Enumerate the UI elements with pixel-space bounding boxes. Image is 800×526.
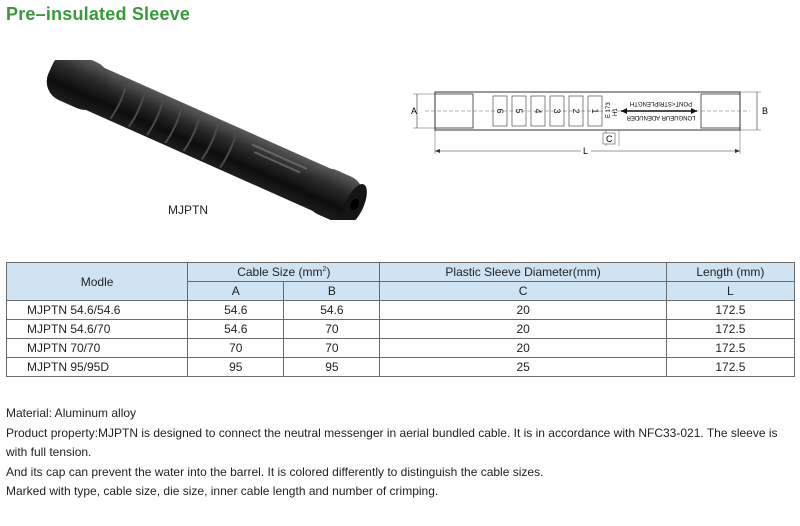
segment-label: 4 bbox=[533, 108, 543, 114]
strip-length-text: PONT<STRIPLENGTH bbox=[629, 100, 693, 106]
cell-b: 95 bbox=[284, 358, 380, 377]
table-row bbox=[7, 301, 795, 320]
cell-l: 172.5 bbox=[666, 358, 794, 377]
segment-label: 3 bbox=[552, 108, 562, 114]
header-sub-c: C bbox=[380, 282, 666, 301]
dim-h-label: H1 bbox=[613, 108, 619, 116]
header-sub-b: B bbox=[284, 282, 380, 301]
segment-label: 5 bbox=[514, 108, 524, 114]
cell-c: 20 bbox=[380, 339, 666, 358]
header-cable-size-sup: 2 bbox=[322, 266, 327, 273]
cell-a: 95 bbox=[188, 358, 284, 377]
header-cable-size-text: Cable Size (mm bbox=[237, 265, 323, 279]
dim-a-label: A bbox=[411, 106, 418, 116]
material-text: Material: Aluminum alloy bbox=[6, 406, 137, 420]
header-sub-l: L bbox=[666, 282, 794, 301]
header-model: Modle bbox=[7, 263, 188, 301]
cell-b: 70 bbox=[284, 339, 380, 358]
table-row bbox=[7, 339, 795, 358]
cell-model: MJPTN 70/70 bbox=[7, 339, 188, 358]
marking-text: Marked with type, cable size, die size, inner cable length and number of crimping. bbox=[6, 484, 439, 499]
dim-b-label: B bbox=[762, 106, 769, 116]
header-cable-size bbox=[188, 263, 380, 282]
dim-c-label: C bbox=[606, 134, 613, 144]
dim-l-label: L bbox=[583, 146, 589, 156]
side-mark: E 173 bbox=[606, 102, 612, 118]
cell-a: 54.6 bbox=[188, 320, 284, 339]
header-sub-a: A bbox=[188, 282, 284, 301]
cell-l: 172.5 bbox=[666, 320, 794, 339]
cell-b: 54.6 bbox=[284, 301, 380, 320]
cell-model: MJPTN 95/95D bbox=[7, 358, 188, 377]
segment-label: 1 bbox=[590, 108, 600, 114]
segment-label: 6 bbox=[495, 108, 505, 114]
spec-table bbox=[6, 262, 795, 377]
cell-l: 172.5 bbox=[666, 339, 794, 358]
cell-model: MJPTN 54.6/54.6 bbox=[7, 301, 188, 320]
property-text: Product property:MJPTN is designed to connect the neutral messenger in aerial bundled cable. It is in accordance with NFC33-021. The sleeve is with full tension. bbox=[6, 425, 778, 460]
cell-c: 20 bbox=[380, 301, 666, 320]
table-row bbox=[7, 320, 795, 339]
cell-a: 54.6 bbox=[188, 301, 284, 320]
header-sleeve-diameter: Plastic Sleeve Diameter(mm) bbox=[380, 263, 666, 282]
product-description bbox=[6, 404, 796, 502]
cell-c: 20 bbox=[380, 320, 666, 339]
cell-a: 70 bbox=[188, 339, 284, 358]
header-cable-size-end: ) bbox=[326, 265, 331, 279]
cell-model: MJPTN 54.6/70 bbox=[7, 320, 188, 339]
cap-text: And its cap can prevent the water into the barrel. It is colored differently to distinguish the cable sizes. bbox=[6, 464, 544, 479]
table-row bbox=[7, 358, 795, 377]
page-title: Pre–insulated Sleeve bbox=[6, 4, 191, 24]
segment-label: 2 bbox=[571, 108, 581, 114]
cell-l: 172.5 bbox=[666, 301, 794, 320]
model-caption: MJPTN bbox=[168, 203, 208, 217]
cell-c: 25 bbox=[380, 358, 666, 377]
technical-drawing bbox=[405, 70, 777, 160]
cell-b: 70 bbox=[284, 320, 380, 339]
strip-length-text-fr: LONGUEUR ADENUDER bbox=[626, 114, 696, 120]
header-length: Length (mm) bbox=[666, 263, 794, 282]
product-photo bbox=[30, 60, 380, 220]
